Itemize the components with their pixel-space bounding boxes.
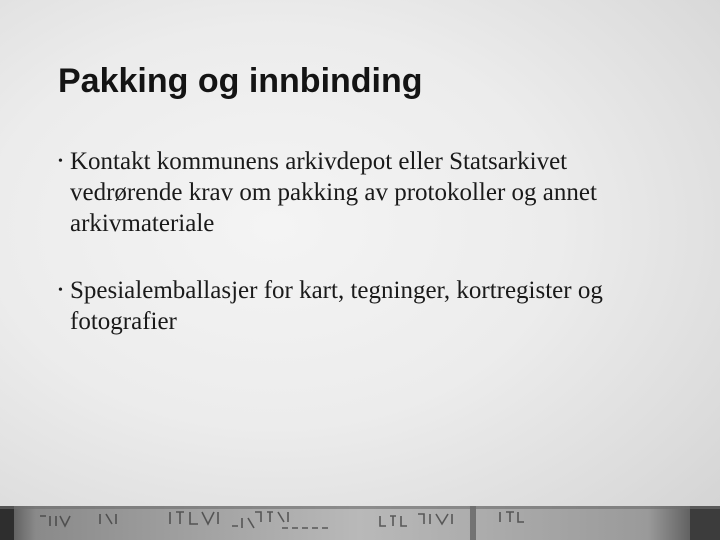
bullet-marker: • [58,154,63,169]
bullet-text: Kontakt kommunens arkivdepot eller Statsarkivet vedrørende krav om pakking av protokoller og annet arkivmateriale [70,148,597,237]
bullet-marker: • [58,283,63,298]
bullet-item [58,146,658,239]
slide-title: Pakking og innbinding [58,62,423,100]
archive-box-photo-icon [0,506,720,540]
bullet-item [58,275,658,337]
bullet-list [58,146,658,373]
archive-photo-strip [0,506,720,540]
bullet-text: Spesialemballasjer for kart, tegninger, kortregister og fotografier [70,277,603,335]
